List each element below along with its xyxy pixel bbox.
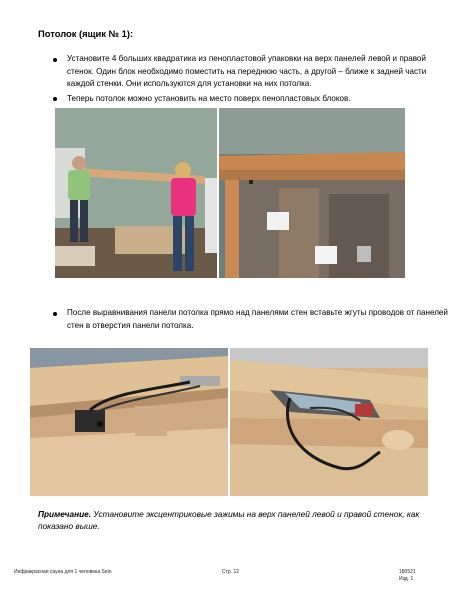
- list-item: После выравнивания панели потолка прямо над панелями стен вставьте жгуты проводов от панелей стен в отверстия панели потолка.: [50, 307, 450, 332]
- photo-wire-harness-left: [30, 348, 228, 496]
- footer-left: Инфракрасная сауна для 1 человека Sein: [14, 569, 112, 575]
- ceiling-instructions-list: [50, 53, 445, 107]
- footer-revision: [399, 569, 416, 583]
- note-label: Примечание.: [38, 509, 92, 519]
- footer-edition: Изд. 1: [399, 576, 414, 582]
- footer-date: 180521: [399, 569, 416, 575]
- note-text: Установите эксцентриковые зажимы на верх панелей левой и правой стенок, как показано выше.: [38, 509, 420, 531]
- ceiling-heading: Потолок (ящик № 1):: [38, 28, 134, 39]
- wire-instructions-list: [50, 307, 450, 332]
- footer-page-number: Стр. 12: [222, 569, 240, 575]
- list-item: Установите 4 больших квадратика из пенопластовой упаковки на верх панелей левой и правой стенок. Один блок необходимо поместить на переднюю часть, а другой – ближе к задней части каждой стенки. Они используются для установки на них потолка.: [50, 53, 445, 91]
- photo-wire-harness-right: [230, 348, 428, 496]
- photo-lifting-ceiling: [55, 108, 217, 278]
- photo-ceiling-installed: [219, 108, 405, 278]
- note: [38, 508, 438, 532]
- list-item: Теперь потолок можно установить на место поверх пенопластовых блоков.: [50, 93, 445, 106]
